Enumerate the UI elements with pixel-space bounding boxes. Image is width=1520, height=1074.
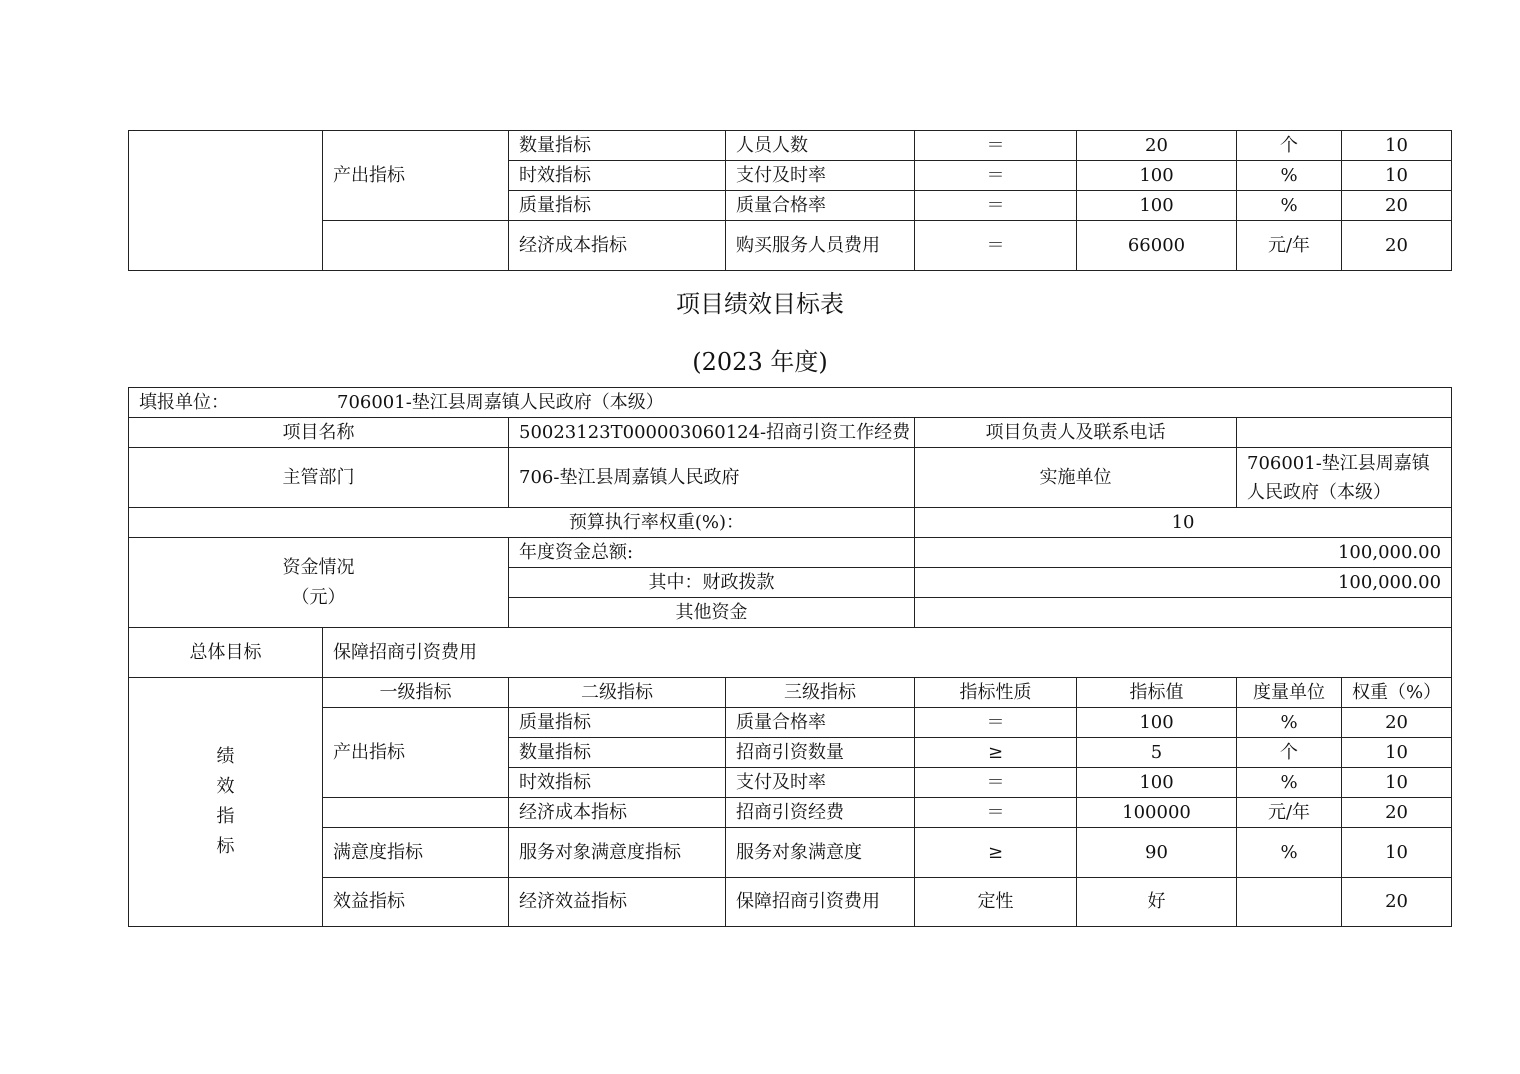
budget-rate-value: 10 <box>915 508 1452 538</box>
unit-cell: % <box>1237 768 1342 798</box>
level2-cell: 经济成本指标 <box>509 221 726 271</box>
level2-cell: 数量指标 <box>509 131 726 161</box>
funds-label-line2: （元） <box>291 586 346 608</box>
value-cell: 100000 <box>1077 798 1237 828</box>
unit-cell: 元/年 <box>1237 798 1342 828</box>
weight-cell: 10 <box>1342 828 1452 878</box>
goal-value: 保障招商引资费用 <box>323 628 1452 678</box>
nature-cell: ＝ <box>915 131 1077 161</box>
level3-cell: 购买服务人员费用 <box>726 221 915 271</box>
nature-cell: ＝ <box>915 221 1077 271</box>
nature-cell: 定性 <box>915 878 1077 927</box>
table-row <box>129 538 1452 568</box>
reporting-unit-cell <box>129 388 1452 418</box>
weight-cell: 20 <box>1342 798 1452 828</box>
value-cell: 100 <box>1077 768 1237 798</box>
unit-cell: 个 <box>1237 131 1342 161</box>
impl-label: 实施单位 <box>915 448 1237 508</box>
level2-cell: 时效指标 <box>509 161 726 191</box>
reporting-unit-value: 706001-垫江县周嘉镇人民政府（本级） <box>337 391 664 413</box>
level1-cell: 产出指标 <box>323 131 509 221</box>
value-cell: 90 <box>1077 828 1237 878</box>
header-unit: 度量单位 <box>1237 678 1342 708</box>
level3-cell: 保障招商引资费用 <box>726 878 915 927</box>
nature-cell: ≥ <box>915 738 1077 768</box>
table-row <box>129 798 1452 828</box>
blank-cell <box>323 798 509 828</box>
header-value: 指标值 <box>1077 678 1237 708</box>
table-row <box>129 678 1452 708</box>
nature-cell: ＝ <box>915 768 1077 798</box>
weight-cell: 20 <box>1342 708 1452 738</box>
weight-cell: 20 <box>1342 221 1452 271</box>
project-name-value: 50023123T000003060124-招商引资工作经费 <box>509 418 915 448</box>
value-cell: 100 <box>1077 708 1237 738</box>
level2-cell: 经济效益指标 <box>509 878 726 927</box>
level2-cell: 数量指标 <box>509 738 726 768</box>
weight-cell: 10 <box>1342 768 1452 798</box>
unit-cell: % <box>1237 161 1342 191</box>
header-level1: 一级指标 <box>323 678 509 708</box>
impl-value: 706001-垫江县周嘉镇人民政府（本级） <box>1237 448 1452 508</box>
unit-cell: 个 <box>1237 738 1342 768</box>
top-indicator-table <box>128 130 1452 271</box>
page-title: 项目绩效目标表 <box>676 290 844 318</box>
level3-cell: 质量合格率 <box>726 191 915 221</box>
nature-cell: ＝ <box>915 191 1077 221</box>
blank-cell <box>323 221 509 271</box>
level2-cell: 服务对象满意度指标 <box>509 828 726 878</box>
value-cell: 66000 <box>1077 221 1237 271</box>
value-cell: 5 <box>1077 738 1237 768</box>
unit-cell: % <box>1237 708 1342 738</box>
level2-cell: 经济成本指标 <box>509 798 726 828</box>
header-level3: 三级指标 <box>726 678 915 708</box>
value-cell: 20 <box>1077 131 1237 161</box>
page-subtitle-year: (2023 年度) <box>692 348 828 376</box>
level3-cell: 人员人数 <box>726 131 915 161</box>
nature-cell: ＝ <box>915 798 1077 828</box>
value-cell: 好 <box>1077 878 1237 927</box>
funds-other-label: 其他资金 <box>509 598 915 628</box>
performance-goal-table <box>128 387 1452 927</box>
unit-cell <box>1237 878 1342 927</box>
perf-label-char: 指 <box>216 806 235 827</box>
funds-label <box>129 538 509 628</box>
level3-cell: 招商引资经费 <box>726 798 915 828</box>
level3-cell: 质量合格率 <box>726 708 915 738</box>
value-cell: 100 <box>1077 191 1237 221</box>
funds-fiscal-value: 100,000.00 <box>915 568 1452 598</box>
weight-cell: 10 <box>1342 131 1452 161</box>
level1-cell: 满意度指标 <box>323 828 509 878</box>
weight-cell: 20 <box>1342 191 1452 221</box>
perf-indicator-label <box>129 678 323 927</box>
value-cell: 100 <box>1077 161 1237 191</box>
level3-cell: 支付及时率 <box>726 768 915 798</box>
nature-cell: ≥ <box>915 828 1077 878</box>
dept-label: 主管部门 <box>129 448 509 508</box>
weight-cell: 20 <box>1342 878 1452 927</box>
level2-cell: 质量指标 <box>509 191 726 221</box>
perf-label-char: 标 <box>216 836 235 857</box>
level3-cell: 招商引资数量 <box>726 738 915 768</box>
header-nature: 指标性质 <box>915 678 1077 708</box>
nature-cell: ＝ <box>915 708 1077 738</box>
perf-label-char: 效 <box>216 776 235 797</box>
header-weight: 权重（%） <box>1342 678 1452 708</box>
table-row <box>129 448 1452 508</box>
funds-fiscal-label: 其中：财政拨款 <box>509 568 915 598</box>
level2-cell: 质量指标 <box>509 708 726 738</box>
project-name-label: 项目名称 <box>129 418 509 448</box>
budget-rate-label: 预算执行率权重(%)： <box>129 508 915 538</box>
nature-cell: ＝ <box>915 161 1077 191</box>
table-row <box>129 131 1452 161</box>
reporting-unit-label: 填报单位： <box>139 391 229 413</box>
funds-total-label: 年度资金总额: <box>509 538 915 568</box>
contact-label: 项目负责人及联系电话 <box>915 418 1237 448</box>
table-row <box>129 878 1452 927</box>
table-row <box>129 628 1452 678</box>
level3-cell: 服务对象满意度 <box>726 828 915 878</box>
goal-label: 总体目标 <box>129 628 323 678</box>
table-row <box>129 418 1452 448</box>
header-level2: 二级指标 <box>509 678 726 708</box>
table-row <box>129 221 1452 271</box>
unit-cell: % <box>1237 191 1342 221</box>
level3-cell: 支付及时率 <box>726 161 915 191</box>
level1-cell: 产出指标 <box>323 708 509 798</box>
level2-cell: 时效指标 <box>509 768 726 798</box>
funds-label-line1: 资金情况 <box>282 556 355 578</box>
blank-cell <box>129 131 323 271</box>
funds-total-value: 100,000.00 <box>915 538 1452 568</box>
weight-cell: 10 <box>1342 738 1452 768</box>
unit-cell: % <box>1237 828 1342 878</box>
dept-value: 706-垫江县周嘉镇人民政府 <box>509 448 915 508</box>
perf-label-char: 绩 <box>216 746 235 767</box>
unit-cell: 元/年 <box>1237 221 1342 271</box>
table-row <box>129 388 1452 418</box>
contact-value <box>1237 418 1452 448</box>
table-row <box>129 828 1452 878</box>
level1-cell: 效益指标 <box>323 878 509 927</box>
table-row <box>129 708 1452 738</box>
funds-other-value <box>915 598 1452 628</box>
table-row <box>129 508 1452 538</box>
weight-cell: 10 <box>1342 161 1452 191</box>
